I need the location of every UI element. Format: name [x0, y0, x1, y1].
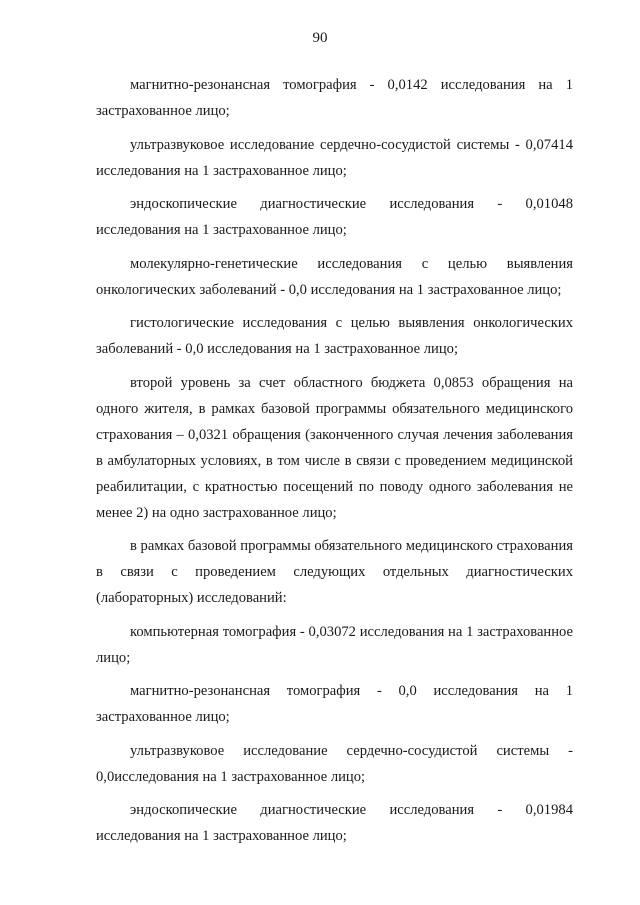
paragraph-mrt-first-level: магнитно-резонансная томография - 0,0142 исследования на 1 застрахованное лицо;: [96, 77, 573, 119]
paragraph-ultrasound-second-level: ультразвуковое исследование сердечно-сосудистой системы - 0,0исследования на 1 застрахованное лицо;: [96, 742, 573, 785]
paragraph-mrt-second-level: магнитно-резонансная томография - 0,0 исследования на 1 застрахованное лицо;: [96, 683, 573, 725]
paragraph-ultrasound-first-level: ультразвуковое исследование сердечно-сосудистой системы - 0,07414 исследования на 1 застрахованное лицо;: [96, 136, 573, 179]
paragraph-endoscopy-second-level: эндоскопические диагностические исследования - 0,01984 исследования на 1 застрахованное лицо;: [96, 802, 573, 844]
paragraph-ct-second-level: компьютерная томография - 0,03072 исследования на 1 застрахованное лицо;: [96, 623, 573, 666]
paragraph-second-level: второй уровень за счет областного бюджета 0,0853 обращения на одного жителя, в рамках базовой программы обязательного медицинского страхования – 0,0321 обращения (законченного случая лечения заболевания в амбулаторных условиях, в том числе в связи с проведением медицинской реабилитации, с кратностью посещений по поводу одного заболевания не менее 2) на одно застрахованное лицо;: [96, 374, 573, 521]
page-number: 90: [312, 30, 328, 46]
paragraph-molecular-genetic: молекулярно-генетические исследования с целью выявления онкологических заболеваний - 0,0 исследования на 1 застрахованное лицо;: [96, 255, 573, 298]
document-body: [96, 72, 573, 857]
paragraph-histology: гистологические исследования с целью выявления онкологических заболеваний - 0,0 исследования на 1 застрахованное лицо;: [96, 315, 573, 357]
paragraph-basic-program-intro: в рамках базовой программы обязательного медицинского страхования в связи с проведением следующих отдельных диагностических (лабораторных) исследований:: [96, 538, 573, 606]
paragraph-endoscopy-first-level: эндоскопические диагностические исследования - 0,01048 исследования на 1 застрахованное лицо;: [96, 196, 573, 238]
